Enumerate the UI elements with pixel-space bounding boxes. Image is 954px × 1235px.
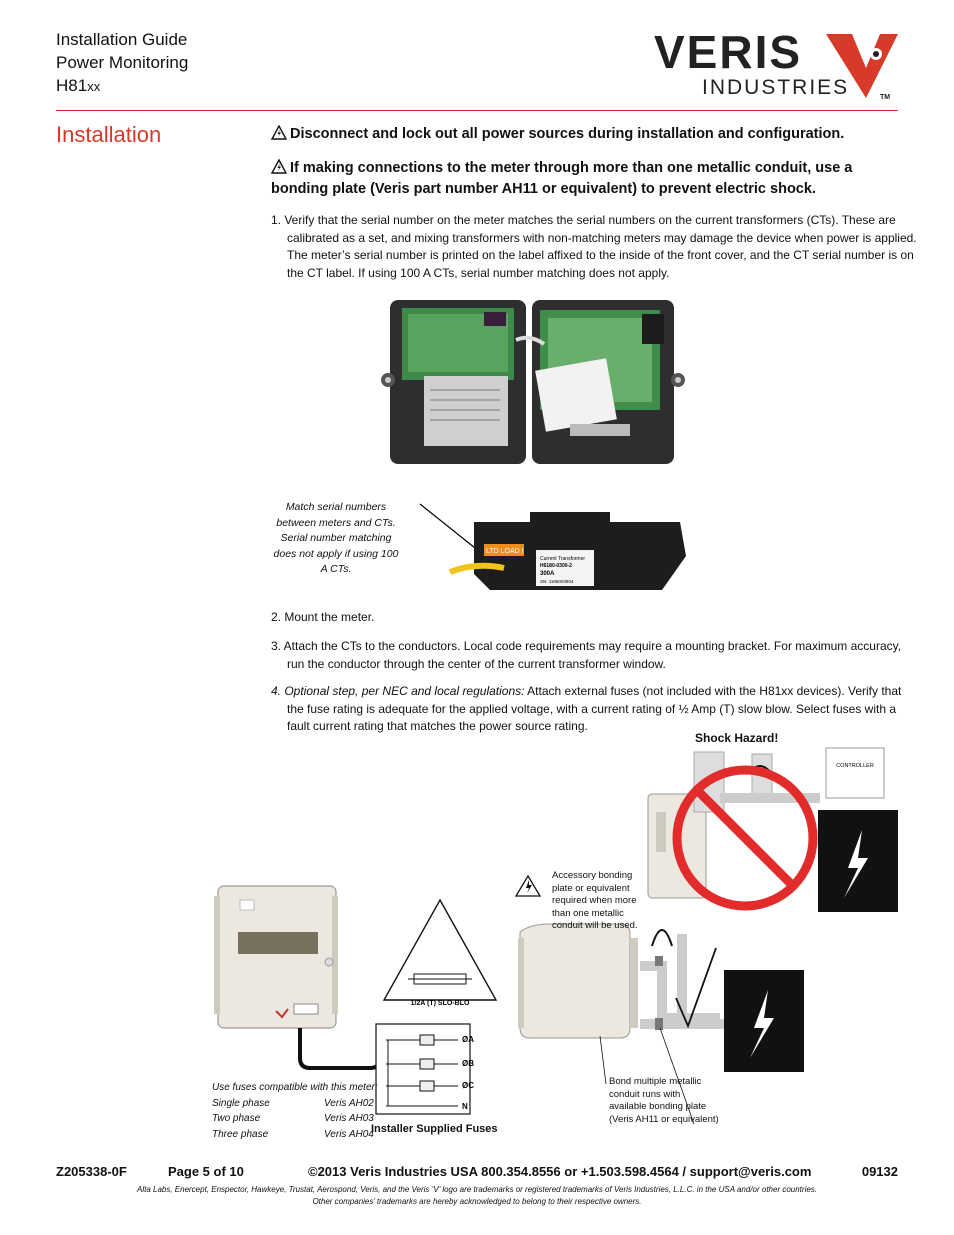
warning-bonding-plate: If making connections to the meter through more than one metallic conduit, use a bonding plate (Veris part number AH11 or equivalent) to prevent electric shock. <box>271 160 853 197</box>
controller-box <box>826 748 884 798</box>
meter-display <box>238 932 318 954</box>
warning-triangle-icon <box>271 125 287 140</box>
svg-text:CONTROLLER: CONTROLLER <box>836 763 874 769</box>
step-4: 4. Optional step, per NEC and local regulations: Attach external fuses (not included with the H81xx devices). Verify that the fuse rating is adequate for the applied voltage, with a current rating of ½ Amp (T) slow blow. Select fuses with a fault current rating that matches the power source rating. <box>271 684 902 733</box>
page-number: Page 5 of 10 <box>168 1164 244 1179</box>
bonding-plate-note: Accessory bonding plate or equivalent required when more than one metallic conduit will be used. <box>552 870 638 931</box>
bond-conduit-note: Bond multiple metallic conduit runs with available bonding plate (Veris AH11 or equivalent) <box>609 1076 719 1125</box>
svg-text:ØA: ØA <box>462 1035 474 1044</box>
header-divider <box>56 110 898 111</box>
veris-logo <box>654 28 898 102</box>
footer-bar <box>56 1164 898 1179</box>
meter-cable <box>300 1028 380 1068</box>
svg-text:300A: 300A <box>540 571 555 577</box>
svg-text:N: N <box>462 1102 468 1111</box>
svg-text:H6180-0300-2: H6180-0300-2 <box>540 563 572 569</box>
logo-sub-text: INDUSTRIES <box>702 76 850 99</box>
installer-fuses-label: Installer Supplied Fuses <box>371 1123 498 1135</box>
svg-text:ØC: ØC <box>462 1081 474 1090</box>
fuse-row: Three phase Veris AH04 <box>212 1128 374 1140</box>
doc-number: Z205338-0F <box>56 1164 127 1179</box>
fuse-compatibility-table <box>212 1080 378 1142</box>
trademark-notice: Alta Labs, Enercept, Enspector, Hawkeye, Trustat, Aerospond, Veris, and the Veris ‘V’ logo are trademarks or registered trademarks of Veris Industries, L.L.C. in the USA and/or other countries. Other companies’ trademarks are hereby acknowledged to belong to their respective owners. <box>136 1185 818 1206</box>
svg-text:LTD LOAD !: LTD LOAD ! <box>486 548 524 555</box>
document-title <box>56 28 188 98</box>
callout-line <box>420 504 480 552</box>
svg-text:SN: 1186003904: SN: 1186003904 <box>540 579 574 584</box>
serial-match-caption: Match serial numbers between meters and CTs. Serial number matching does not apply if using 100 A CTs. <box>273 501 399 575</box>
footer-contact: ©2013 Veris Industries USA 800.354.8556 or +1.503.598.4564 / support@veris.com <box>308 1164 812 1179</box>
logo-tm: TM <box>880 94 891 101</box>
fuse-row: Single phase Veris AH02 <box>212 1097 374 1109</box>
warning-triangle-icon <box>271 159 287 174</box>
bonding-warning-icon <box>516 876 540 896</box>
fuse-warning-triangle <box>384 900 496 1007</box>
shock-hazard-scene <box>648 748 898 912</box>
svg-text:ØB: ØB <box>462 1059 474 1068</box>
meter-front <box>214 886 338 1028</box>
model-number: H81xx <box>56 76 101 95</box>
title-line-2: Power Monitoring <box>56 53 189 72</box>
fuse-row: Two phase Veris AH03 <box>212 1113 374 1124</box>
fuse-table-title: Use fuses compatible with this meter: <box>212 1082 378 1093</box>
logo-main-text: VERIS <box>654 28 803 78</box>
serial-label <box>424 376 508 446</box>
step-2: 2. Mount the meter. <box>271 610 375 624</box>
title-line-1: Installation Guide <box>56 30 188 49</box>
step-1: 1. Verify that the serial number on the meter matches the serial numbers on the current transformers (CTs). These are calibrated as a set, and mixing transformers with non-matching meters may damage the device when power is applied. The meter’s serial number is printed on the label affixed to the inside of the front cover, and the CT serial number is on the CT label. If using 100 A CTs, serial number matching does not apply. <box>271 213 917 280</box>
meter-open-photo <box>380 294 700 594</box>
svg-text:Current Transformer: Current Transformer <box>540 556 586 562</box>
step-3: 3. Attach the CTs to the conductors. Local code requirements may require a mounting bracket. For maximum accuracy, run the conductor through the center of the current transformer window. <box>271 639 902 671</box>
section-title: Installation <box>56 122 162 147</box>
footer-code: 09132 <box>861 1164 898 1179</box>
shock-hazard-label: Shock Hazard! <box>695 731 779 745</box>
warning-disconnect: Disconnect and lock out all power sources during installation and configuration. <box>271 124 901 145</box>
fuse-rating-label: 1/2A (T) SLO-BLO <box>410 1000 470 1007</box>
